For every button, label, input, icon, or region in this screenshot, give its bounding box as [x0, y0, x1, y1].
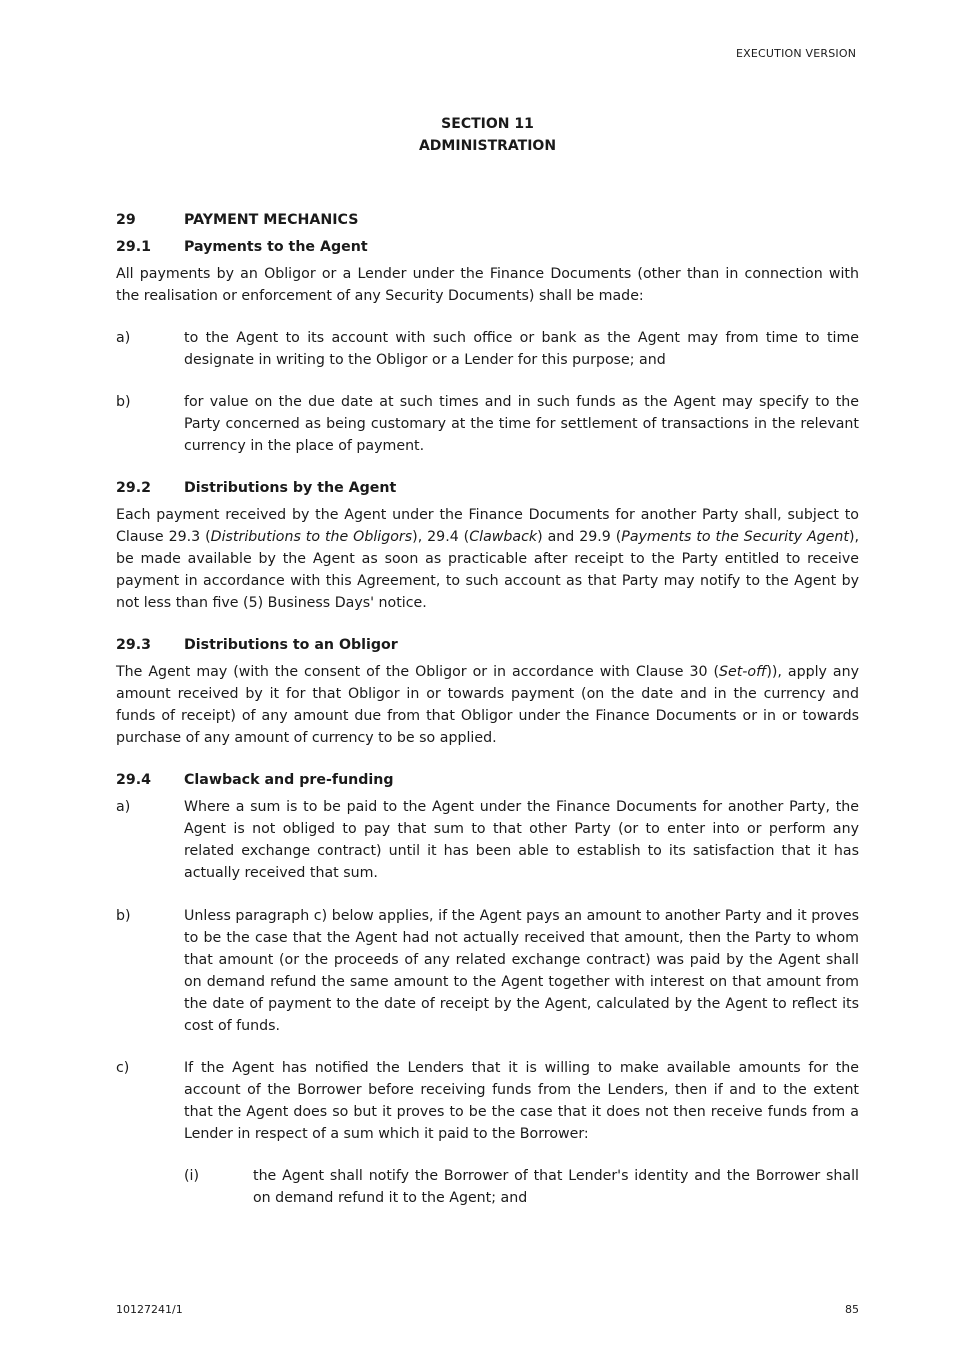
paragraph: The Agent may (with the consent of the Obligor or in accordance with Clause 30 (Set-off)), apply any amount received by it for that Obligor in or towards payment (on the date and in the currency and funds of receipt) of any amount due from that Obligor under the Finance Documents or in or towards purchase of any amount of currency to be so applied.: [116, 664, 859, 746]
list-item: to the Agent to its account with such office or bank as the Agent may from time to time designate in writing to the Obligor or a Lender for this purpose; and: [184, 330, 859, 368]
subclause-title: Payments to the Agent: [184, 239, 368, 255]
list-label: a): [116, 330, 131, 346]
list-item: Where a sum is to be paid to the Agent under the Finance Documents for another Party, the Agent is not obliged to pay that sum to that other Party (or to enter into or perform any related exchange contract) until it has been able to establish to its satisfaction that it has actually received that sum.: [184, 799, 859, 881]
list-item: If the Agent has notified the Lenders that it is willing to make available amounts for the account of the Borrower before receiving funds from the Lenders, then if and to the extent that the Agent does so but it proves to be the case that it does not then receive funds from a Lender in respect of a sum which it paid to the Borrower:: [184, 1060, 859, 1142]
list-label: a): [116, 799, 131, 815]
sublist-item: the Agent shall notify the Borrower of that Lender's identity and the Borrower shall on demand refund it to the Agent; and: [253, 1168, 859, 1206]
section-title: SECTION 11: [441, 116, 534, 132]
list-label: b): [116, 908, 131, 924]
cross-reference: Payments to the Security Agent: [621, 529, 849, 545]
subclause-title: Distributions by the Agent: [184, 480, 397, 496]
list-item: for value on the due date at such times and in such funds as the Agent may specify to the Party concerned as being customary at the time for settlement of transactions in the relevant currency in the place of payment.: [184, 394, 859, 454]
list-item: Unless paragraph c) below applies, if the Agent pays an amount to another Party and it proves to be the case that the Agent had not actually received that amount, then the Party to whom that amount (or the proceeds of any related exchange contract) was paid by the Agent shall on demand refund the same amount to the Agent together with interest on that amount from the date of payment to the date of receipt by the Agent, calculated by the Agent to reflect its cost of funds.: [184, 908, 859, 1034]
subclause-number: 29.2: [116, 480, 152, 496]
subclause-title: Distributions to an Obligor: [184, 637, 398, 653]
subclause-number: 29.1: [116, 239, 152, 255]
section-subtitle: ADMINISTRATION: [418, 138, 557, 154]
subclause-number: 29.4: [116, 772, 152, 788]
paragraph: All payments by an Obligor or a Lender under the Finance Documents (other than in connection with the realisation or enforcement of any Security Documents) shall be made:: [116, 266, 859, 304]
list-label: b): [116, 394, 131, 410]
version-label: EXECUTION VERSION: [736, 47, 857, 60]
clause-number: 29: [116, 212, 136, 228]
page-number: 85: [845, 1303, 859, 1316]
clause-title: PAYMENT MECHANICS: [184, 212, 359, 228]
cross-reference: Set-off: [719, 664, 767, 680]
document-reference: 10127241/1: [116, 1303, 183, 1316]
subclause-number: 29.3: [116, 637, 152, 653]
list-label: c): [116, 1060, 130, 1076]
subclause-title: Clawback and pre-funding: [184, 772, 394, 788]
sublist-label: (i): [184, 1168, 200, 1184]
cross-reference: Clawback: [469, 529, 538, 545]
paragraph: Each payment received by the Agent under the Finance Documents for another Party shall, subject to Clause 29.3 (Distributions to the Obligors), 29.4 (Clawback) and 29.9 (Payments to the Security Agent), be made available by the Agent as soon as practicable after receipt to the Party entitled to receive payment in accordance with this Agreement, to such account as that Party may notify to the Agent by not less than five (5) Business Days' notice.: [116, 507, 859, 611]
cross-reference: Distributions to the Obligors: [210, 529, 413, 545]
